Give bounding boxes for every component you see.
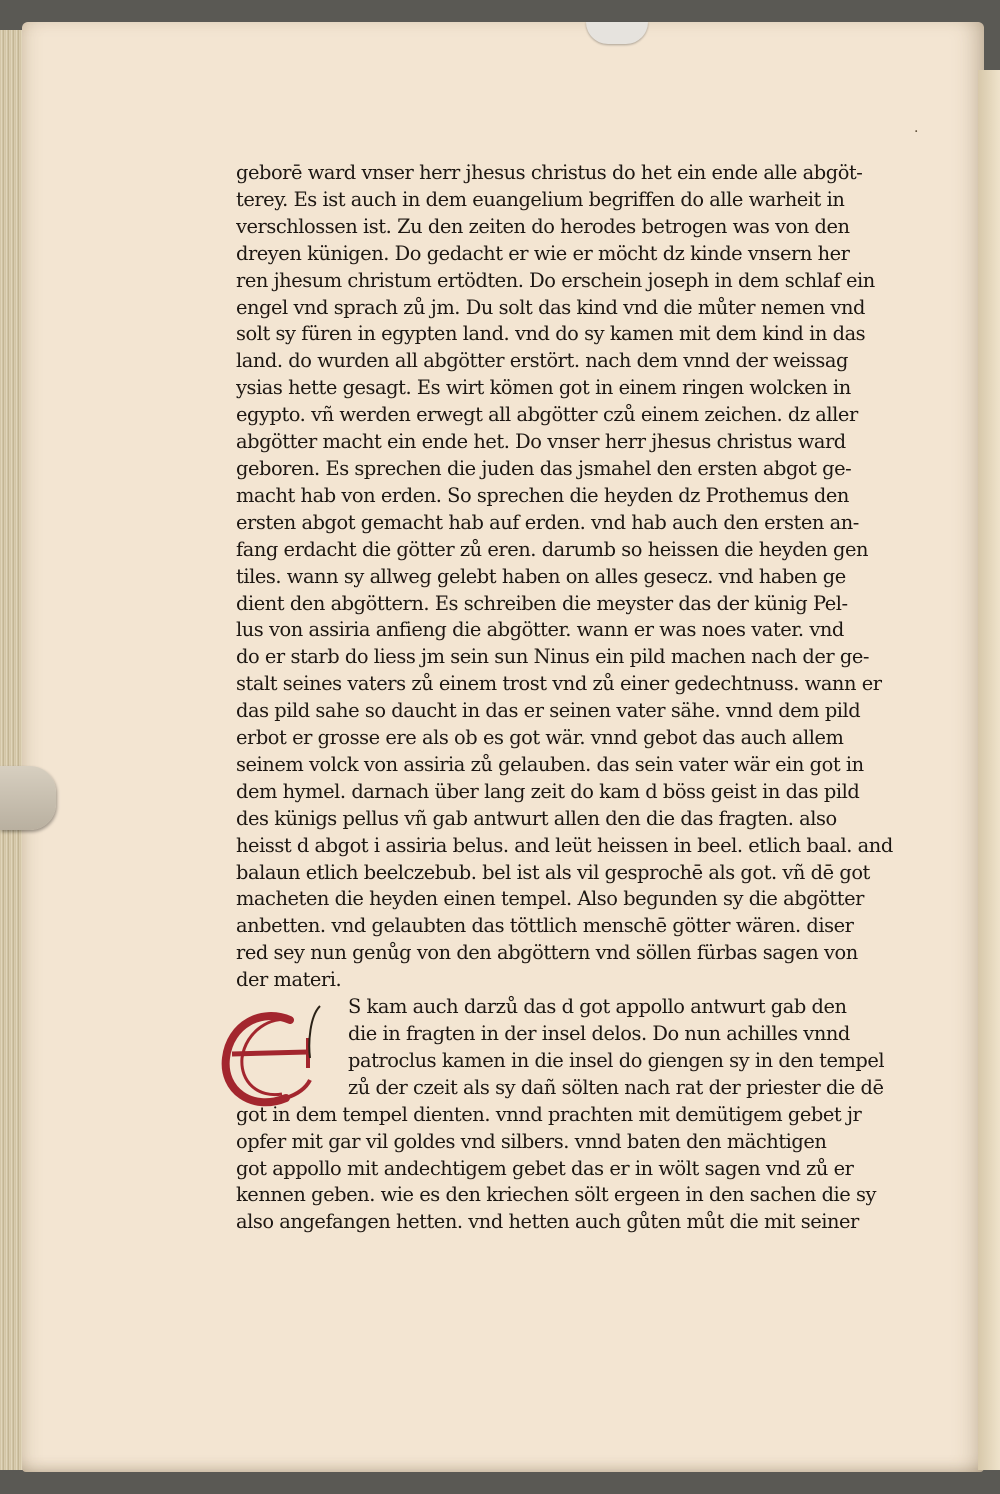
text-line: terey. Es ist auch in dem euangelium begriffen do alle warheit in	[236, 187, 845, 211]
text-line: dreyen künigen. Do gedacht er wie er möcht dz kinde vnsern her	[236, 241, 850, 265]
text-line: ysias hette gesagt. Es wirt kömen got in einem ringen wolcken in	[236, 376, 851, 400]
text-line: stalt seines vaters zů einem trost vnd zů einer gedechtnuss. wann er	[236, 672, 882, 696]
text-line: balaun etlich beelczebub. bel ist als vil gesprochē als got. vñ dē got	[236, 860, 870, 884]
text-line: geborē ward vnser herr jhesus christus do het ein ende alle abgöt-	[236, 161, 863, 184]
text-line: red sey nun genůg von den abgöttern vnd söllen fürbas sagen von	[236, 941, 858, 965]
text-line: egypto. vñ werden erwegt all abgötter czů einem zeichen. dz aller	[236, 403, 858, 427]
rubricated-initial-icon	[212, 1002, 324, 1114]
text-line: kennen geben. wie es den kriechen sölt ergeen in den sachen die sy	[236, 1183, 877, 1207]
text-line: do er starb do liess jm sein sun Ninus ein pild machen nach der ge-	[236, 645, 870, 669]
text-line: das pild sahe so daucht in das er seinen vater sähe. vnnd dem pild	[236, 699, 861, 723]
text-line: die in fragten in der insel delos. Do nun achilles vnnd	[348, 1022, 850, 1045]
text-line: opfer mit gar vil goldes vnd silbers. vnnd baten den mächtigen	[236, 1129, 827, 1153]
text-line: seinem volck von assiria zů gelauben. das sein vater wär ein got in	[236, 752, 864, 776]
text-line: land. do wurden all abgötter erstört. nach dem vnnd der weissag	[236, 349, 848, 373]
text-line: also angefangen hetten. vnd hetten auch gůten můt die mit seiner	[236, 1210, 859, 1234]
text-line: heisst d abgot i assiria belus. and leüt heissen in beel. etlich baal. and	[236, 833, 893, 857]
text-line: verschlossen ist. Zu den zeiten do herodes betrogen was von den	[236, 214, 850, 238]
text-line: macht hab von erden. So sprechen die heyden dz Prothemus den	[236, 483, 849, 507]
text-line: ersten abgot gemacht hab auf erden. vnd hab auch den ersten an-	[236, 510, 859, 534]
text-line: zů der czeit als sy dañ sölten nach rat der priester die dē	[348, 1075, 884, 1099]
text-line: der materi.	[236, 968, 342, 992]
text-line: S kam auch darzů das d got appollo antwurt gab den	[348, 995, 847, 1019]
text-line: got appollo mit andechtigem gebet das er in wölt sagen vnd zů er	[236, 1156, 854, 1180]
text-line: solt sy füren in egypten land. vnd do sy kamen mit dem kind in das	[236, 322, 866, 346]
book-clip-left	[0, 766, 56, 830]
text-line: abgötter macht ein ende het. Do vnser herr jhesus christus ward	[236, 430, 846, 454]
text-line: fang erdacht die götter zů eren. darumb so heissen die heyden gen	[236, 537, 869, 561]
text-line: engel vnd sprach zů jm. Du solt das kind vnd die můter nemen vnd	[236, 295, 866, 319]
text-line: geboren. Es sprechen die juden das jsmahel den ersten abgot ge-	[236, 456, 852, 480]
facing-page-edge	[978, 70, 1000, 1470]
text-line: anbetten. vnd gelaubten das töttlich menschē götter wären. diser	[236, 914, 854, 938]
text-line: macheten die heyden einen tempel. Also begunden sy die abgötter	[236, 887, 864, 911]
text-line: dem hymel. darnach über lang zeit do kam d böss geist in das pild	[236, 779, 860, 803]
text-block	[236, 160, 936, 1236]
text-line: tiles. wann sy allweg gelebt haben on alles gesecz. vnd haben ge	[236, 564, 846, 588]
text-line: ren jhesum christum ertödten. Do erschein joseph in dem schlaf ein	[236, 268, 875, 292]
text-line: got in dem tempel dienten. vnnd prachten mit demütigem gebet jr	[236, 1102, 862, 1126]
page-mark: ·	[914, 124, 919, 140]
text-line: dient den abgöttern. Es schreiben die meyster das der künig Pel-	[236, 591, 848, 615]
text-line: erbot er grosse ere als ob es got wär. vnnd gebot das auch allem	[236, 726, 844, 750]
text-line: lus von assiria anfieng die abgötter. wann er was noes vater. vnd	[236, 618, 844, 642]
text-line: des künigs pellus vñ gab antwurt allen den die das fragten. also	[236, 806, 837, 830]
text-line: patroclus kamen in die insel do giengen sy in den tempel	[348, 1048, 885, 1072]
